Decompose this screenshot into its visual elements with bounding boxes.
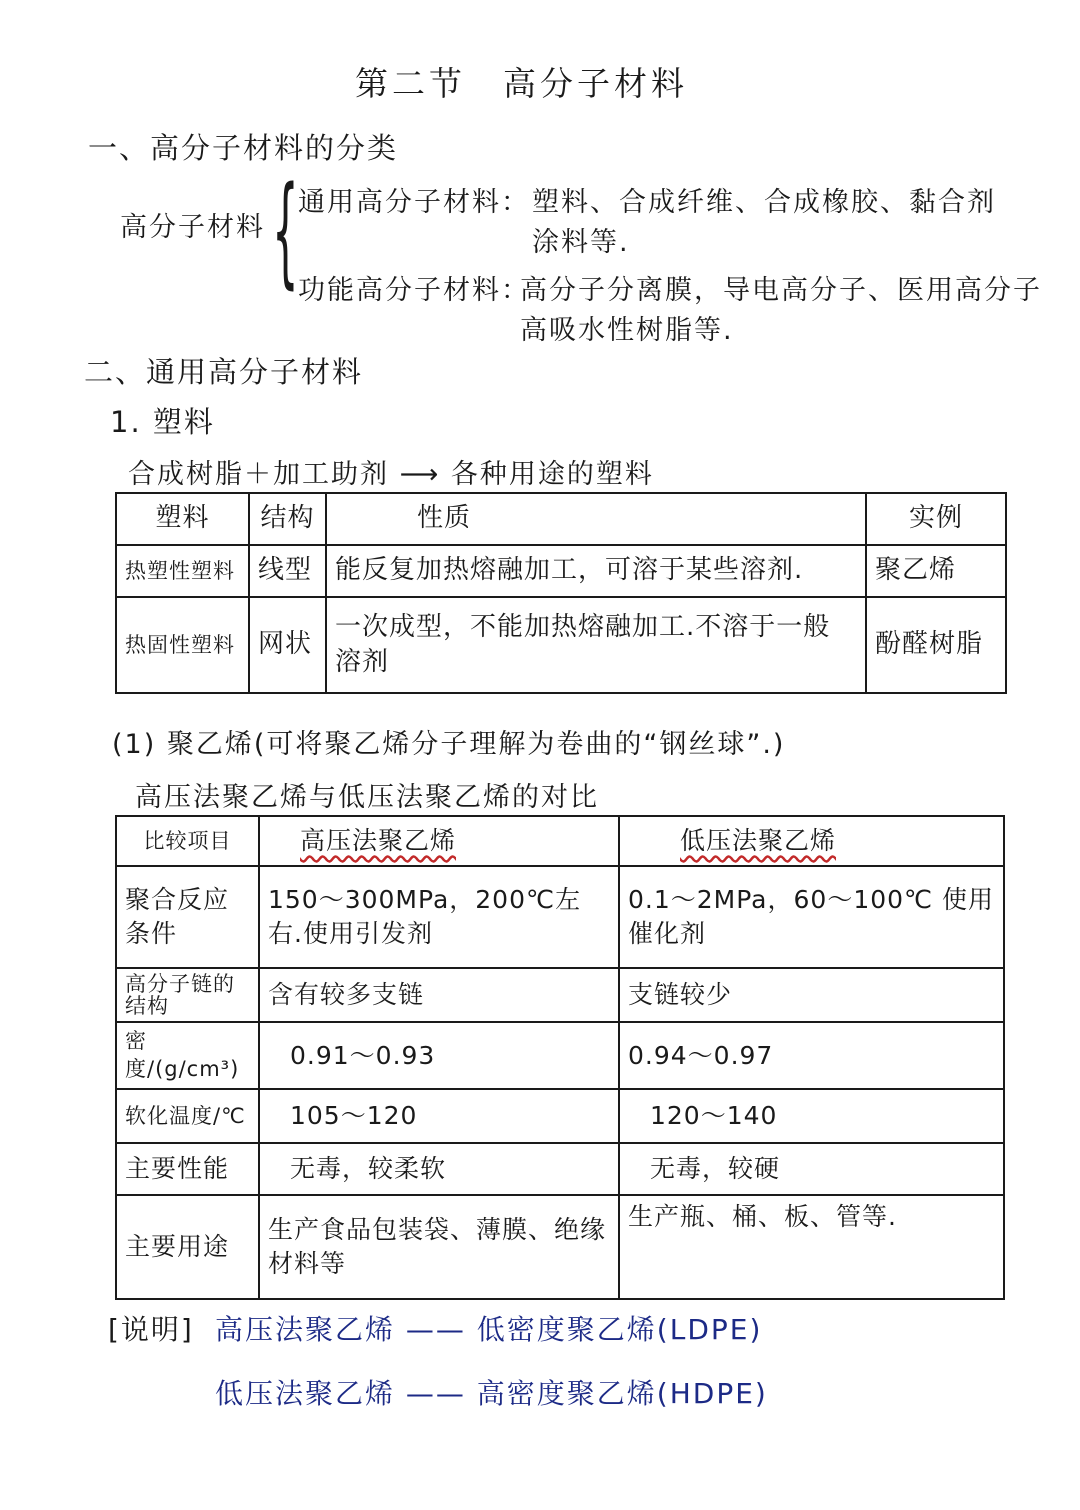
brace-icon: { bbox=[272, 162, 299, 301]
section2-heading: 二、通用高分子材料 bbox=[84, 355, 364, 389]
note-line1: 高压法聚乙烯 —— 低密度聚乙烯(LDPE) bbox=[215, 1313, 763, 1346]
row-item: 主要性能 bbox=[116, 1143, 259, 1195]
row-item: 聚合反应条件 bbox=[116, 866, 259, 968]
table-row bbox=[116, 1022, 1004, 1089]
row-high: 无毒，较柔软 bbox=[259, 1143, 619, 1195]
row-low: 生产瓶、桶、板、管等. bbox=[619, 1195, 1004, 1299]
branch-functional-desc-line2: 高吸水性树脂等. bbox=[520, 315, 734, 346]
branch-functional-name: 功能高分子材料： bbox=[298, 275, 530, 306]
page-title: 第二节 高分子材料 bbox=[355, 64, 688, 103]
row-property: 能反复加热熔融加工，可溶于某些溶剂. bbox=[326, 545, 866, 597]
branch-functional-desc-line1: 高分子分离膜，导电高分子、医用高分子 bbox=[520, 275, 1042, 306]
table-row bbox=[116, 1089, 1004, 1143]
row-item: 主要用途 bbox=[116, 1195, 259, 1299]
header-example: 实例 bbox=[866, 493, 1006, 545]
row-high: 105～120 bbox=[259, 1089, 619, 1143]
branch-general-desc-line2: 涂料等. bbox=[532, 227, 630, 258]
branch-general-name: 通用高分子材料： bbox=[298, 187, 530, 218]
header-low-pressure-text: 低压法聚乙烯 bbox=[680, 826, 837, 856]
row-low: 0.1～2MPa，60～100℃ 使用催化剂 bbox=[619, 866, 1004, 968]
row-property: 一次成型，不能加热熔融加工.不溶于一般溶剂 bbox=[326, 597, 866, 693]
table-header-row bbox=[116, 493, 1006, 545]
comparison-title: 高压法聚乙烯与低压法聚乙烯的对比 bbox=[135, 782, 599, 813]
row-low: 0.94～0.97 bbox=[619, 1022, 1004, 1089]
header-structure: 结构 bbox=[249, 493, 326, 545]
row-type: 热塑性塑料 bbox=[116, 545, 249, 597]
row-low: 无毒，较硬 bbox=[619, 1143, 1004, 1195]
row-low: 120～140 bbox=[619, 1089, 1004, 1143]
header-high-pressure-text: 高压法聚乙烯 bbox=[300, 826, 457, 856]
row-low: 支链较少 bbox=[619, 968, 1004, 1022]
plastics-subheading: 1. 塑料 bbox=[110, 405, 215, 439]
row-high: 0.91～0.93 bbox=[259, 1022, 619, 1089]
note-label: [说明] bbox=[108, 1313, 194, 1346]
table-row bbox=[116, 597, 1006, 693]
row-high: 生产食品包装袋、薄膜、绝缘材料等 bbox=[259, 1195, 619, 1299]
row-example: 聚乙烯 bbox=[866, 545, 1006, 597]
row-item: 密度/(g/cm³) bbox=[116, 1022, 259, 1089]
table-header-row bbox=[116, 816, 1004, 866]
row-item: 软化温度/℃ bbox=[116, 1089, 259, 1143]
comparison-table bbox=[115, 815, 1005, 1300]
note-line2: 低压法聚乙烯 —— 高密度聚乙烯(HDPE) bbox=[215, 1377, 768, 1410]
plastics-formula: 合成树脂＋加工助剂 ⟶ 各种用途的塑料 bbox=[128, 459, 654, 490]
row-structure: 线型 bbox=[249, 545, 326, 597]
header-high-pressure bbox=[259, 816, 619, 866]
row-high: 含有较多支链 bbox=[259, 968, 619, 1022]
polyethylene-heading: (1) 聚乙烯(可将聚乙烯分子理解为卷曲的“钢丝球”.) bbox=[112, 729, 786, 760]
section1-heading: 一、高分子材料的分类 bbox=[88, 131, 399, 165]
branch-general-desc-line1: 塑料、合成纤维、合成橡胶、黏合剂 bbox=[532, 187, 996, 218]
header-item: 比较项目 bbox=[116, 816, 259, 866]
table-row bbox=[116, 968, 1004, 1022]
table-row bbox=[116, 866, 1004, 968]
row-example: 酚醛树脂 bbox=[866, 597, 1006, 693]
row-high: 150～300MPa，200℃左右.使用引发剂 bbox=[259, 866, 619, 968]
table-row bbox=[116, 545, 1006, 597]
header-low-pressure bbox=[619, 816, 1004, 866]
table-row bbox=[116, 1195, 1004, 1299]
row-item: 高分子链的结构 bbox=[116, 968, 259, 1022]
row-structure: 网状 bbox=[249, 597, 326, 693]
classification-root: 高分子材料 bbox=[120, 212, 265, 243]
table-row bbox=[116, 1143, 1004, 1195]
header-plastic: 塑料 bbox=[116, 493, 249, 545]
header-property: 性质 bbox=[326, 493, 866, 545]
row-type: 热固性塑料 bbox=[116, 597, 249, 693]
plastics-table bbox=[115, 492, 1007, 694]
